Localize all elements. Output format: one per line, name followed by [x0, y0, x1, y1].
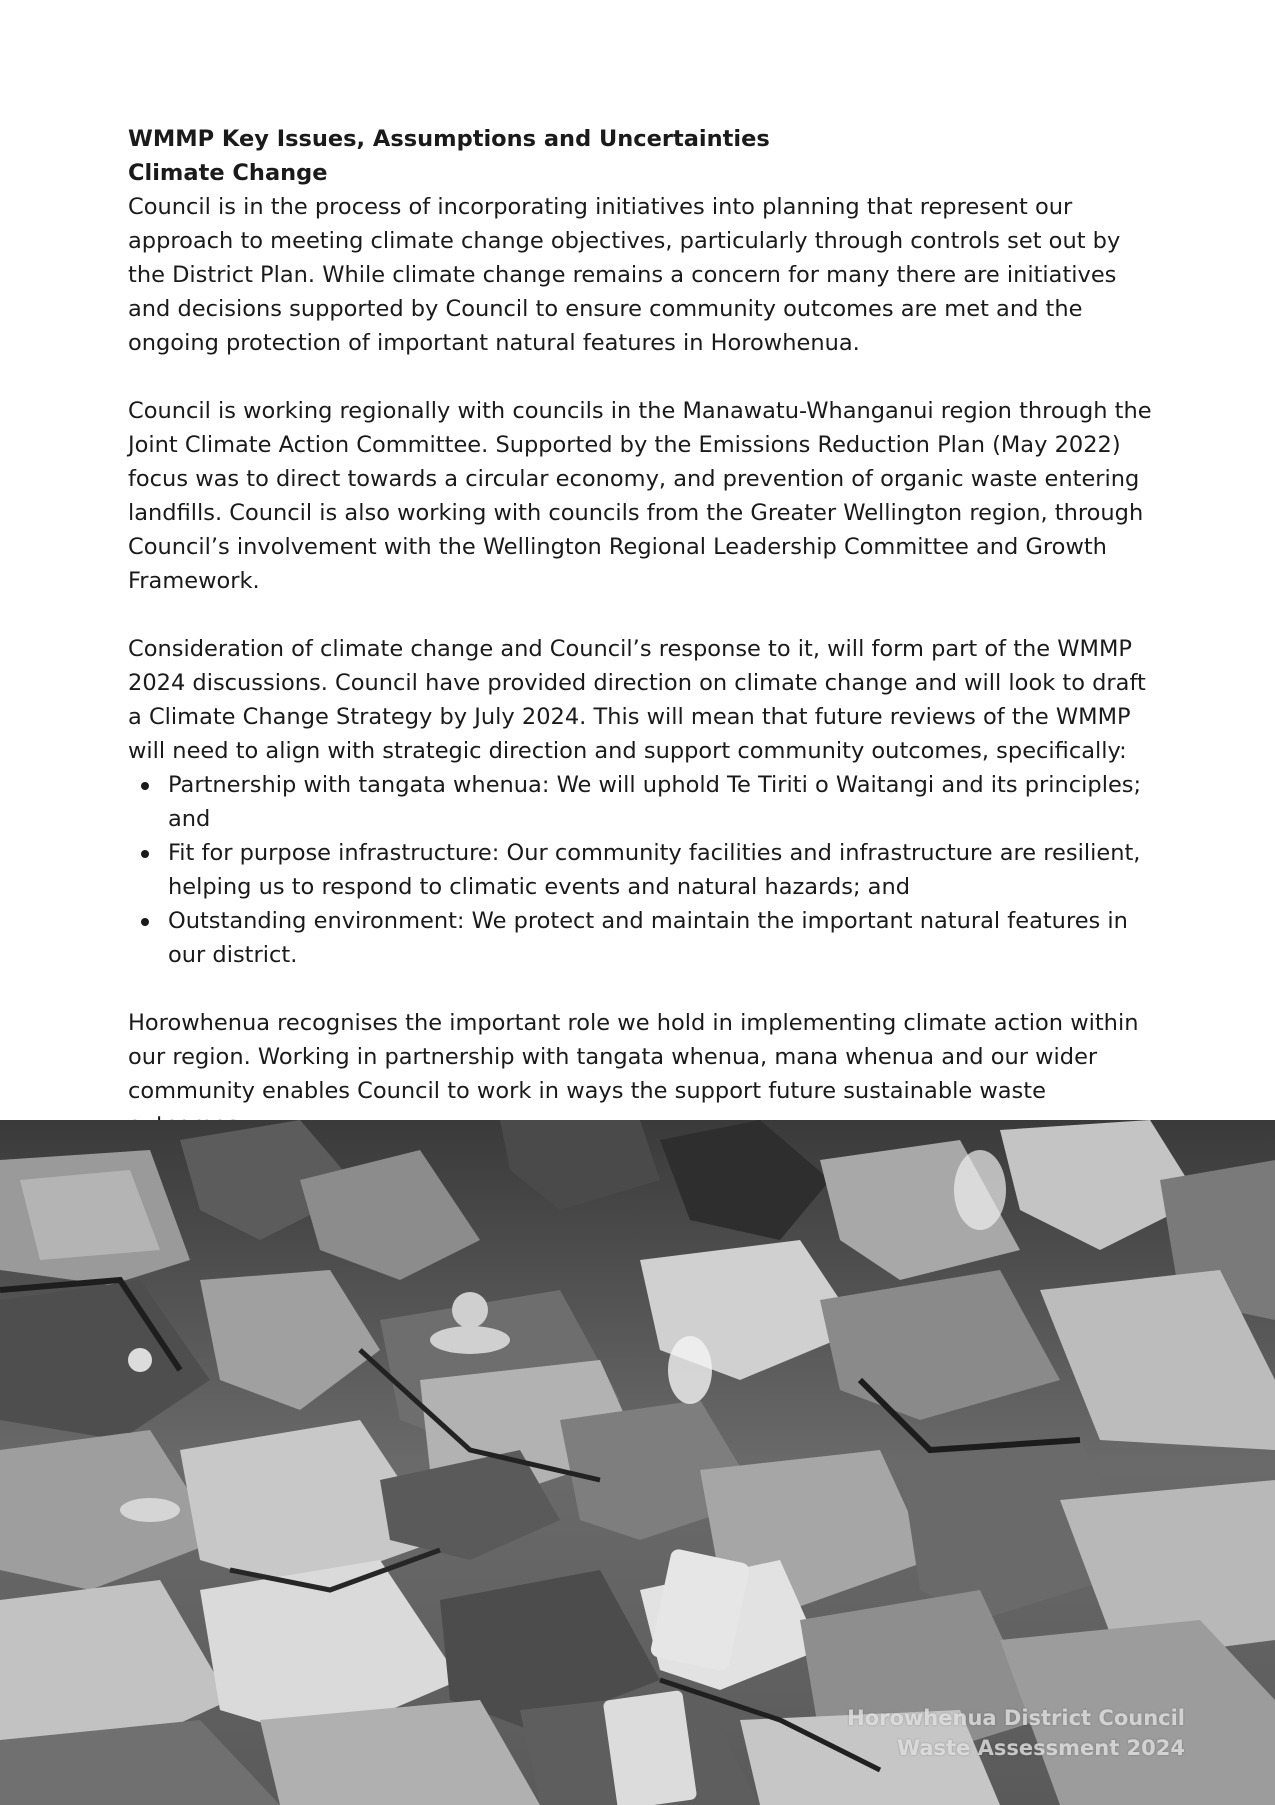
- paragraph-1: Council is in the process of incorporating initiatives into planning that represent our approach to meeting climate change objectives, particularly through controls set out by the District Plan. While climate change remains a concern for many there are initiatives and decisions supported by Council to ensure community outcomes are met and the ongoing protection of important natural features in Horowhenua.: [128, 194, 1121, 356]
- footer-caption: [847, 1703, 1185, 1763]
- list-item: Fit for purpose infrastructure: Our community facilities and infrastructure are resilient, helping us to respond to climatic events and natural hazards; and: [168, 836, 1158, 904]
- list-item: Partnership with tangata whenua: We will uphold Te Tiriti o Waitangi and its principles; and: [168, 768, 1158, 836]
- page-title: WMMP Key Issues, Assumptions and Uncertainties: [128, 126, 770, 152]
- paragraph-3: Consideration of climate change and Council’s response to it, will form part of the WMMP 2024 discussions. Council have provided direction on climate change and will look to draft a Climate Change Strategy by July 2024. This will mean that future reviews of the WMMP will need to align with strategic direction and support community outcomes, specifically:: [128, 636, 1146, 764]
- section-heading: Climate Change: [128, 160, 328, 186]
- document-body: [128, 122, 1158, 1142]
- outcomes-list: [128, 768, 1158, 972]
- closing-paragraph: Horowhenua recognises the important role we hold in implementing climate action within our region. Working in partnership with tangata whenua, mana whenua and our wider community enables Council to work in ways the support future sustainable waste: [128, 1010, 1139, 1104]
- waste-photo: [0, 1120, 1275, 1805]
- footer-organisation: Horowhenua District Council: [847, 1706, 1185, 1730]
- list-item: Outstanding environment: We protect and maintain the important natural features in our district.: [168, 904, 1158, 972]
- footer-document-name: Waste Assessment 2024: [896, 1736, 1185, 1760]
- paragraph-2: Council is working regionally with councils in the Manawatu-Whanganui region through the Joint Climate Action Committee. Supported by the Emissions Reduction Plan (May 2022) focus was to direct towards a circular economy, and prevention of organic waste entering landfills. Council is also working with councils from the Greater Wellington region, through Council’s involvement with the Wellington Regional Leadership Committee and Growth Framework.: [128, 398, 1152, 594]
